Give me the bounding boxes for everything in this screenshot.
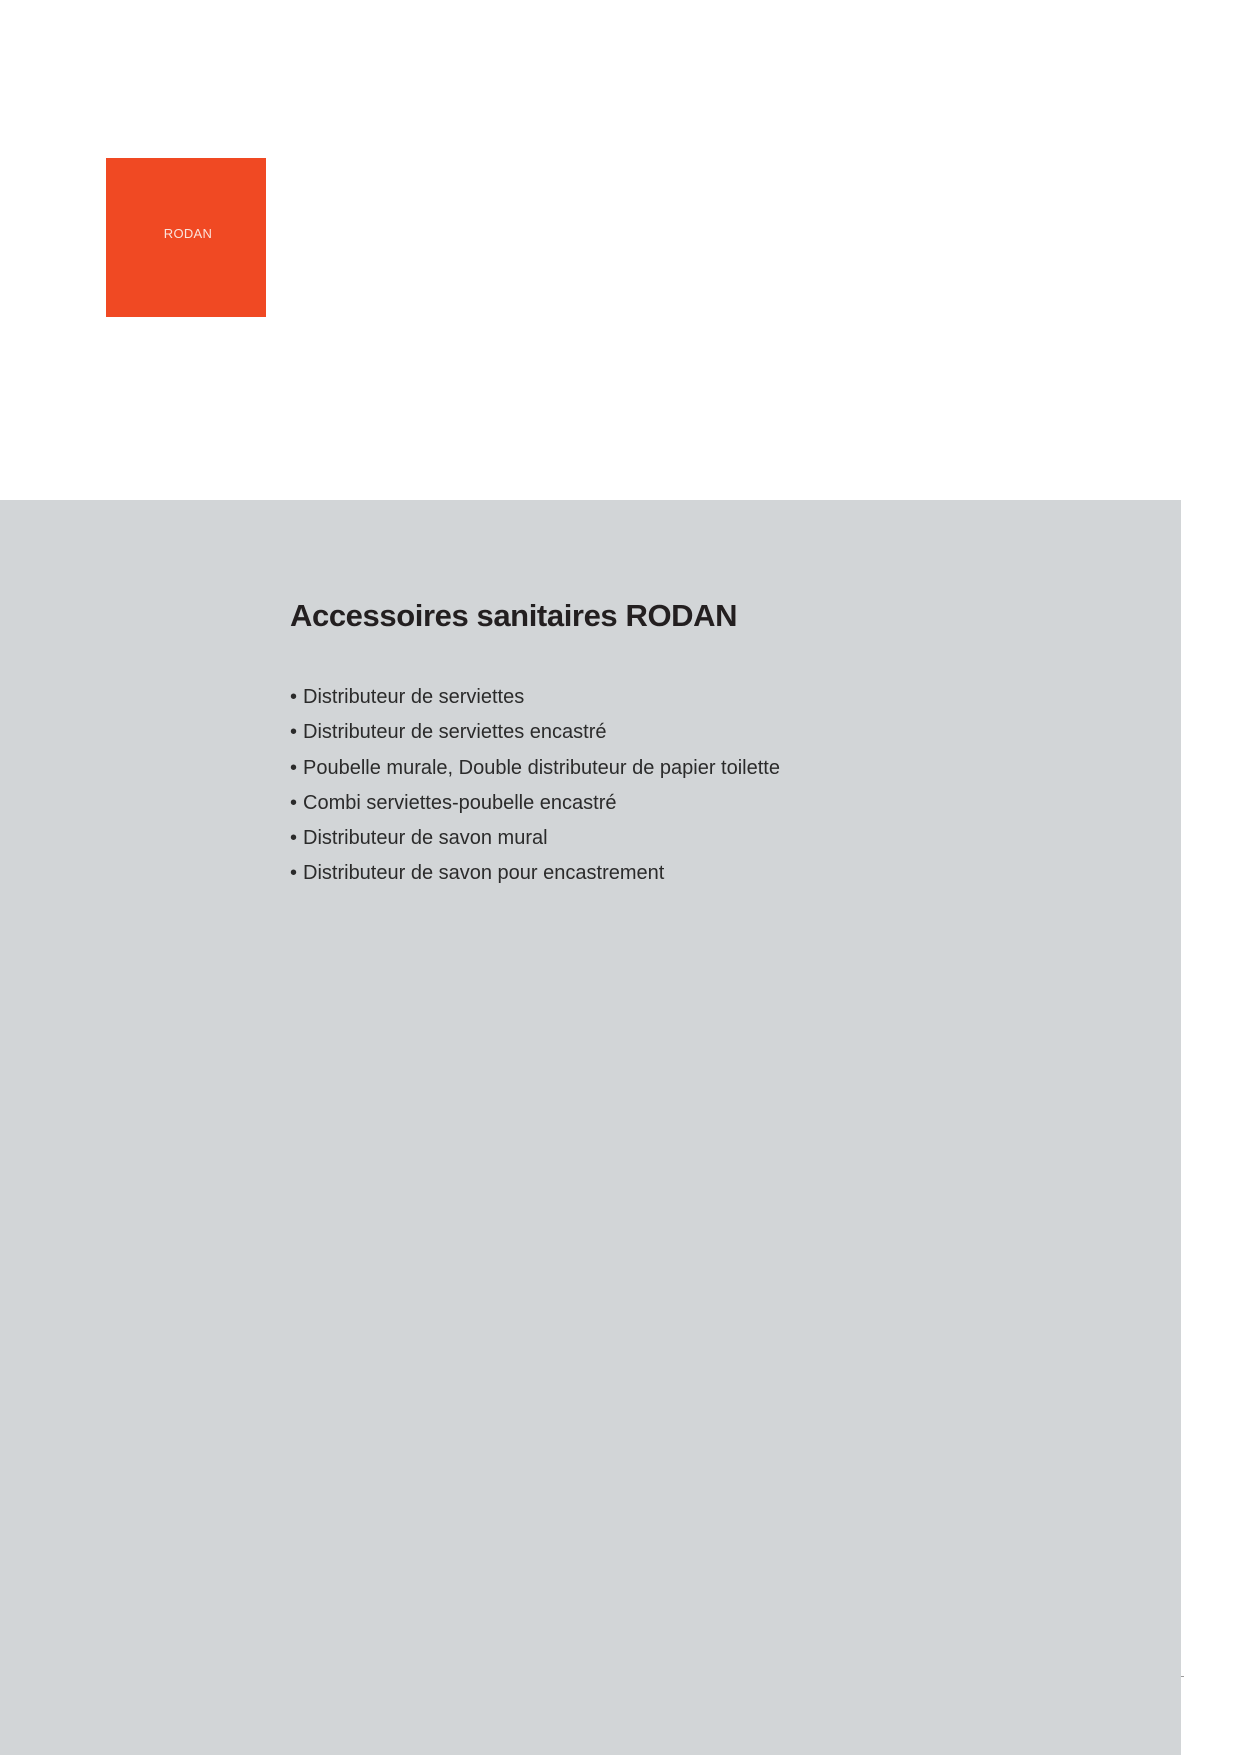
bullet-icon: •	[290, 686, 298, 708]
list-item-text: Poubelle murale, Double distributeur de papier toilette	[303, 756, 780, 779]
list-item	[290, 715, 780, 750]
list-item	[290, 751, 780, 786]
list-item	[290, 856, 780, 891]
list-item-text: Distributeur de savon pour encastrement	[303, 862, 665, 885]
brand-tile	[106, 158, 266, 317]
list-item-text: Combi serviettes-poubelle encastré	[303, 791, 617, 814]
list-item-text: Distributeur de serviettes	[303, 686, 525, 708]
bullet-icon: •	[290, 827, 298, 850]
bullet-icon: •	[290, 862, 298, 885]
list-item	[290, 786, 780, 821]
bullet-icon: •	[290, 756, 298, 779]
bullet-icon: •	[290, 721, 298, 744]
list-item	[290, 821, 780, 856]
bullet-icon: •	[290, 791, 298, 814]
page-title: Accessoires sanitaires RODAN	[290, 598, 738, 633]
feature-list	[290, 680, 780, 892]
brand-tile-label: RODAN	[163, 226, 213, 241]
list-item-text: Distributeur de serviettes encastré	[303, 721, 607, 744]
list-item	[290, 680, 780, 715]
crop-mark	[1181, 1676, 1184, 1677]
list-item-text: Distributeur de savon mural	[303, 827, 548, 850]
